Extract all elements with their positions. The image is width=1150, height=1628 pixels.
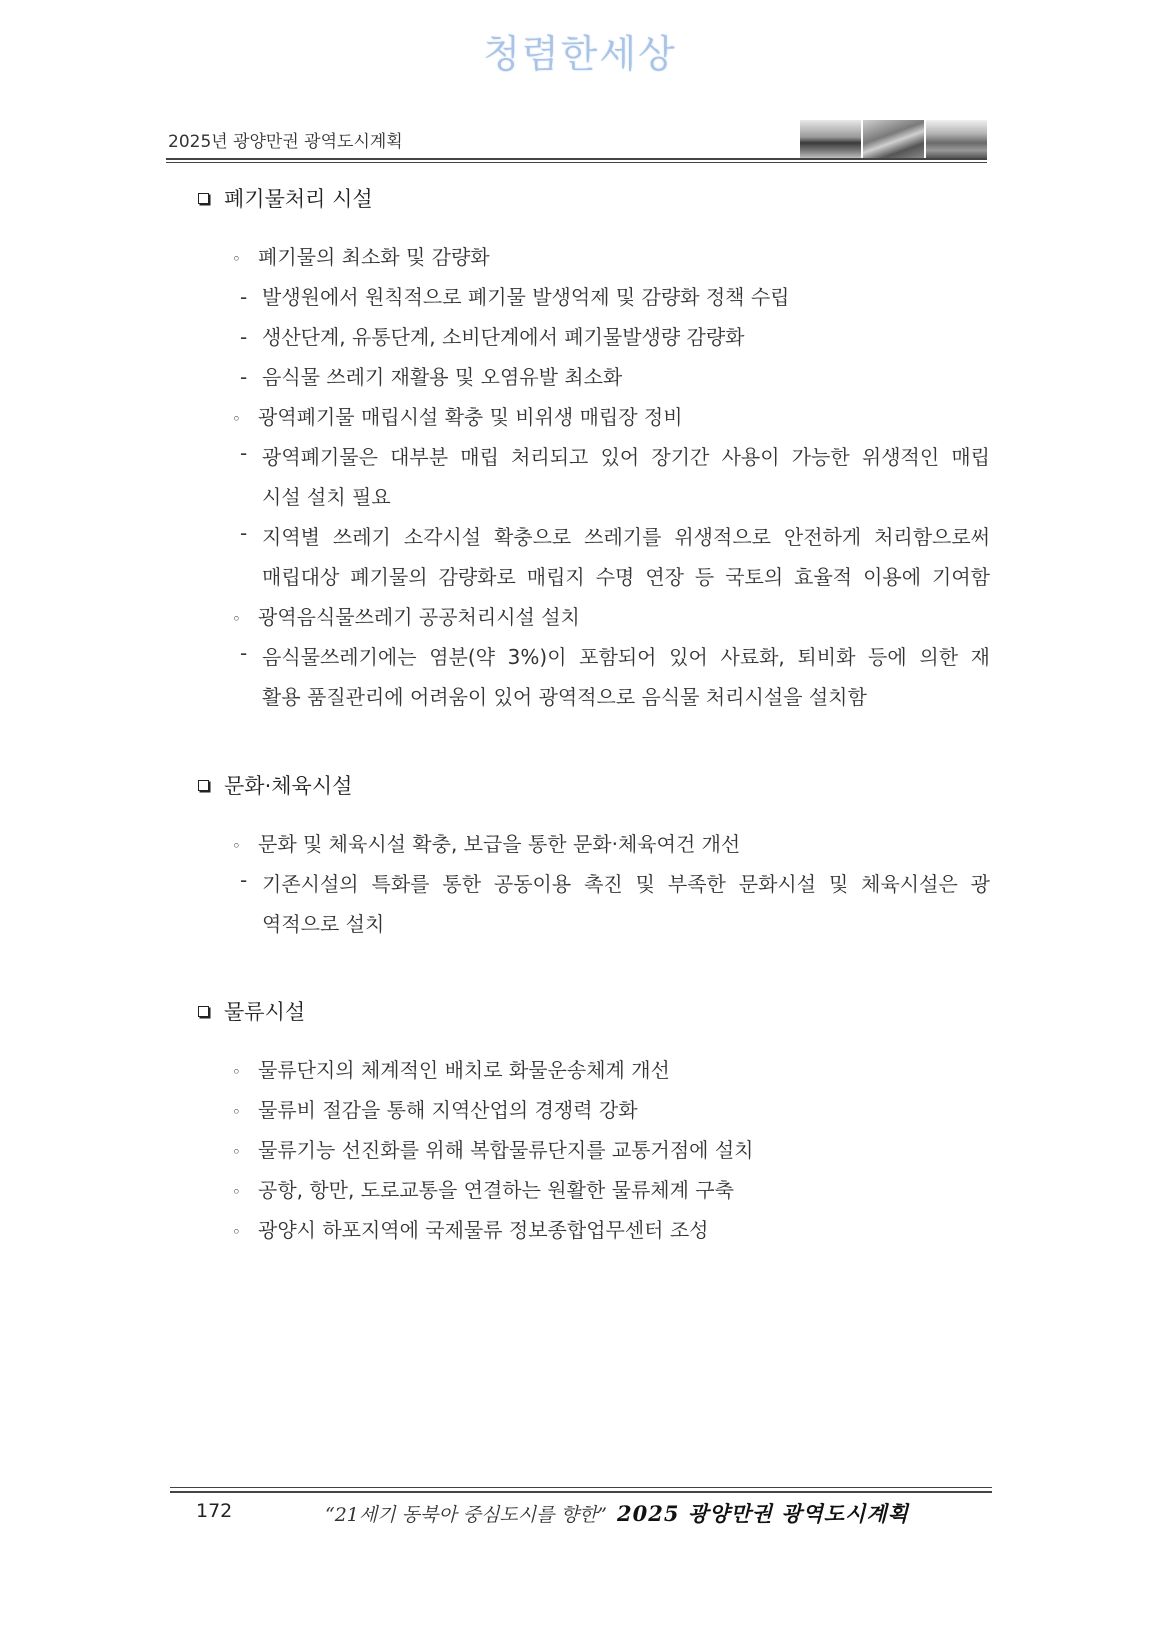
dash-item: - 발생원에서 원칙적으로 폐기물 발생억제 및 감량화 정책 수립 (240, 285, 790, 309)
bullet-item: ◦ 광양시 하포지역에 국제물류 정보종합업무센터 조성 (232, 1218, 709, 1242)
square-bullet-icon (198, 780, 209, 791)
section-heading: 문화·체육시설 (198, 770, 352, 800)
dash-marker: - (240, 441, 248, 465)
bullet-item: ◦ 광역폐기물 매립시설 확충 및 비위생 매립장 정비 (232, 405, 683, 429)
header-rule (166, 158, 987, 160)
bullet-item: ◦ 문화 및 체육시설 확충, 보급을 통한 문화·체육여건 개선 (232, 832, 741, 856)
bullet-icon: ◦ (232, 250, 241, 268)
bullet-icon: ◦ (232, 410, 241, 428)
continuation-line: 시설 설치 필요 (262, 485, 391, 509)
bullet-icon: ◦ (232, 1223, 241, 1241)
logo-text: 청렴한세상 (483, 31, 677, 76)
logo (480, 22, 680, 78)
footer-plan-title: 2025 광양만권 광역도시계획 (616, 1501, 909, 1526)
bullet-item: ◦ 물류비 절감을 통해 지역산업의 경쟁력 강화 (232, 1098, 638, 1122)
bullet-icon: ◦ (232, 1063, 241, 1081)
dash-marker: - (240, 868, 248, 892)
dash-marker: - (240, 365, 248, 389)
page-number: 172 (196, 1500, 233, 1522)
footer-rule (170, 1491, 992, 1493)
bullet-icon: ◦ (232, 1103, 241, 1121)
bullet-item: ◦ 광역음식물쓰레기 공공처리시설 설치 (232, 605, 580, 629)
continuation-line: 역적으로 설치 (262, 912, 385, 936)
header-rule-thin (166, 162, 987, 163)
section-heading: 물류시설 (198, 996, 305, 1026)
header-photo-1 (800, 120, 861, 158)
header-photo-2 (863, 120, 924, 158)
bullet-item: ◦ 물류단지의 체계적인 배치로 화물운송체계 개선 (232, 1058, 670, 1082)
bullet-icon: ◦ (232, 837, 241, 855)
continuation-line: 활용 품질관리에 어려움이 있어 광역적으로 음식물 처리시설을 설치함 (262, 685, 867, 709)
header-photo-3 (926, 120, 987, 158)
dash-item: - 음식물쓰레기에는 염분(약 3%)이 포함되어 있어 사료화, 퇴비화 등에 의한 재 (240, 641, 990, 669)
continuation-line: 매립대상 폐기물의 감량화로 매립지 수명 연장 등 국토의 효율적 이용에 기여함 (262, 565, 990, 589)
header-title: 2025년 광양만권 광역도시계획 (168, 132, 403, 152)
bullet-item: ◦ 폐기물의 최소화 및 감량화 (232, 245, 490, 269)
square-bullet-icon (198, 193, 209, 204)
dash-item: - 생산단계, 유통단계, 소비단계에서 폐기물발생량 감량화 (240, 325, 745, 349)
bullet-item: ◦ 공항, 항만, 도로교통을 연결하는 원활한 물류체계 구축 (232, 1178, 734, 1202)
header-photo-strip (800, 120, 987, 158)
dash-marker: - (240, 641, 248, 665)
bullet-item: ◦ 물류기능 선진화를 위해 복합물류단지를 교통거점에 설치 (232, 1138, 754, 1162)
dash-item: - 광역폐기물은 대부분 매립 처리되고 있어 장기간 사용이 가능한 위생적인 매립 (240, 441, 990, 469)
dash-marker: - (240, 521, 248, 545)
bullet-icon: ◦ (232, 1183, 241, 1201)
bullet-icon: ◦ (232, 610, 241, 628)
footer-rule-thin (170, 1487, 992, 1488)
slogan-text: “21세기 동북아 중심도시를 향한” (325, 1504, 607, 1526)
bullet-icon: ◦ (232, 1143, 241, 1161)
dash-marker: - (240, 285, 248, 309)
square-bullet-icon (198, 1006, 209, 1017)
footer-slogan (325, 1498, 909, 1528)
section-heading: 폐기물처리 시설 (198, 183, 373, 213)
dash-item: - 지역별 쓰레기 소각시설 확충으로 쓰레기를 위생적으로 안전하게 처리함으로써 (240, 521, 990, 549)
dash-item: - 음식물 쓰레기 재활용 및 오염유발 최소화 (240, 365, 623, 389)
dash-item: - 기존시설의 특화를 통한 공동이용 촉진 및 부족한 문화시설 및 체육시설은 광 (240, 868, 990, 896)
dash-marker: - (240, 325, 248, 349)
